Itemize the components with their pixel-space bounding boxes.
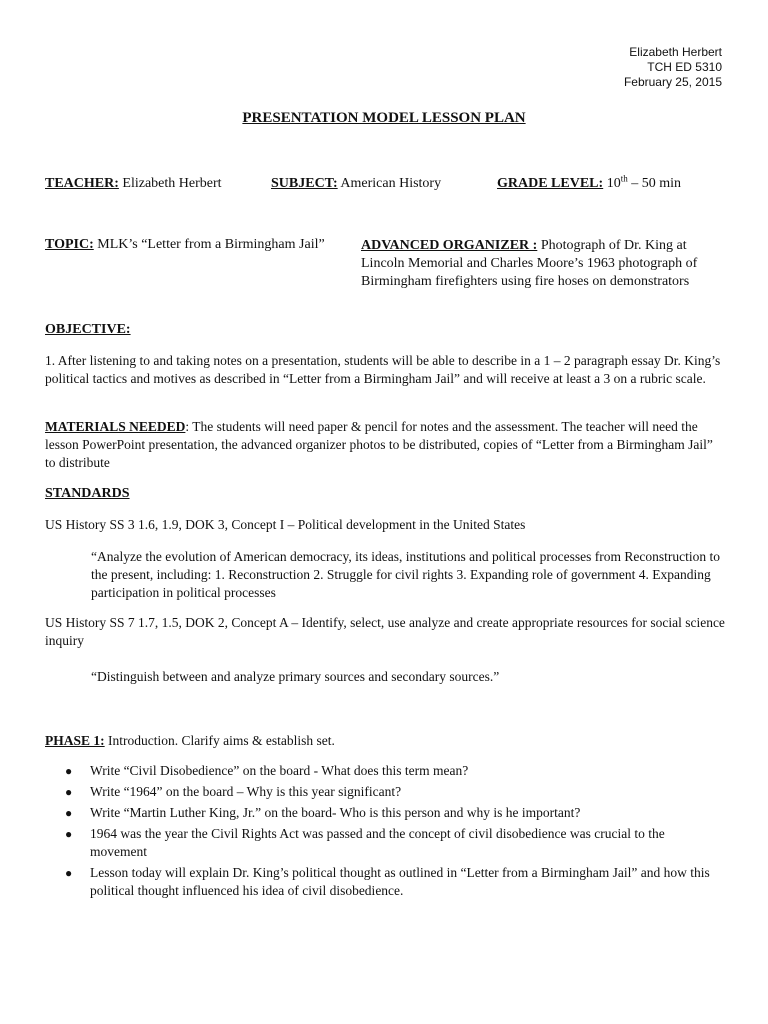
list-item-text: Write “Civil Disobedience” on the board - What does this term mean?: [90, 763, 469, 778]
list-item-text: Write “1964” on the board – Why is this year significant?: [90, 784, 402, 799]
standard-2: US History SS 7 1.7, 1.5, DOK 2, Concept A – Identify, select, use analyze and create appropriate resources for social science inquiry: [45, 615, 725, 648]
list-item-text: Lesson today will explain Dr. King’s political thought as outlined in “Letter from a Birmingham Jail” and how this political thought influenced his idea of civil disobedience.: [90, 865, 710, 898]
standard-1: US History SS 3 1.6, 1.9, DOK 3, Concept I – Political development in the United States: [45, 517, 526, 532]
bullet-icon: ●: [65, 827, 73, 841]
page-title: PRESENTATION MODEL LESSON PLAN: [242, 110, 526, 126]
grade-number: 10: [606, 176, 621, 191]
course-code: TCH ED 5310: [647, 60, 722, 74]
list-item: [45, 864, 725, 900]
list-item: [45, 762, 725, 780]
topic-label: TOPIC:: [45, 237, 94, 252]
materials-text: : The students will need paper & pencil for notes and the assessment. The teacher will need the lesson PowerPoint presentation, the advanced organizer photos to be distributed, copies of “Letter from a Birmingham Jail” to distribute: [45, 419, 713, 470]
bullet-icon: ●: [65, 785, 73, 799]
advanced-organizer-value: Photograph of Dr. King at Lincoln Memorial and Charles Moore’s 1963 photograph of Birmingham firefighters using fire hoses on demonstrators: [361, 238, 698, 289]
phase-1-text: Introduction. Clarify aims & establish set.: [104, 733, 335, 748]
phase-1-list: [45, 762, 725, 903]
grade-field: [497, 173, 681, 192]
list-item-text: Write “Martin Luther King, Jr.” on the board- Who is this person and why is he important?: [90, 805, 581, 820]
standard-2-quote: “Distinguish between and analyze primary sources and secondary sources.”: [91, 669, 500, 684]
standards-heading: STANDARDS: [45, 486, 130, 501]
phase-1-heading: [45, 732, 725, 750]
list-item: [45, 825, 725, 861]
bullet-icon: ●: [65, 806, 73, 820]
author-header: [624, 45, 722, 90]
grade-duration: – 50 min: [631, 176, 681, 191]
grade-label: GRADE LEVEL:: [497, 176, 604, 191]
list-item-text: 1964 was the year the Civil Rights Act was passed and the concept of civil disobedience was crucial to the movement: [90, 826, 665, 859]
topic-value: MLK’s “Letter from a Birmingham Jail”: [97, 237, 325, 252]
teacher-label: TEACHER:: [45, 176, 119, 191]
advanced-organizer-label: ADVANCED ORGANIZER :: [361, 238, 538, 253]
list-item: [45, 783, 725, 801]
author-name: Elizabeth Herbert: [629, 45, 722, 59]
objective-heading: OBJECTIVE:: [45, 322, 131, 337]
standard-1-quote: “Analyze the evolution of American democracy, its ideas, institutions and political processes from Reconstruction to the present, including: 1. Reconstruction 2. Struggle for civil rights 3. Expanding role of government 4. Expanding participation in political processes: [91, 549, 720, 600]
objective-text: 1. After listening to and taking notes on a presentation, students will be able to describe in a 1 – 2 paragraph essay Dr. King’s political tactics and motives as described in “Letter from a Birmingham Jail” and will receive at least a 3 on a rubric scale.: [45, 353, 721, 386]
bullet-icon: ●: [65, 866, 73, 880]
materials-label: MATERIALS NEEDED: [45, 419, 186, 434]
phase-1-label: PHASE 1:: [45, 733, 105, 748]
subject-field: [271, 176, 441, 192]
advanced-organizer-field: [361, 237, 721, 291]
materials-paragraph: [45, 418, 725, 472]
teacher-field: [45, 176, 222, 192]
document-date: February 25, 2015: [623, 75, 722, 89]
subject-value: American History: [340, 176, 442, 191]
teacher-value: Elizabeth Herbert: [122, 176, 222, 191]
subject-label: SUBJECT:: [271, 176, 338, 191]
grade-suffix: th: [620, 173, 628, 184]
list-item: [45, 804, 725, 822]
topic-field: [45, 237, 325, 253]
bullet-icon: ●: [65, 764, 73, 778]
